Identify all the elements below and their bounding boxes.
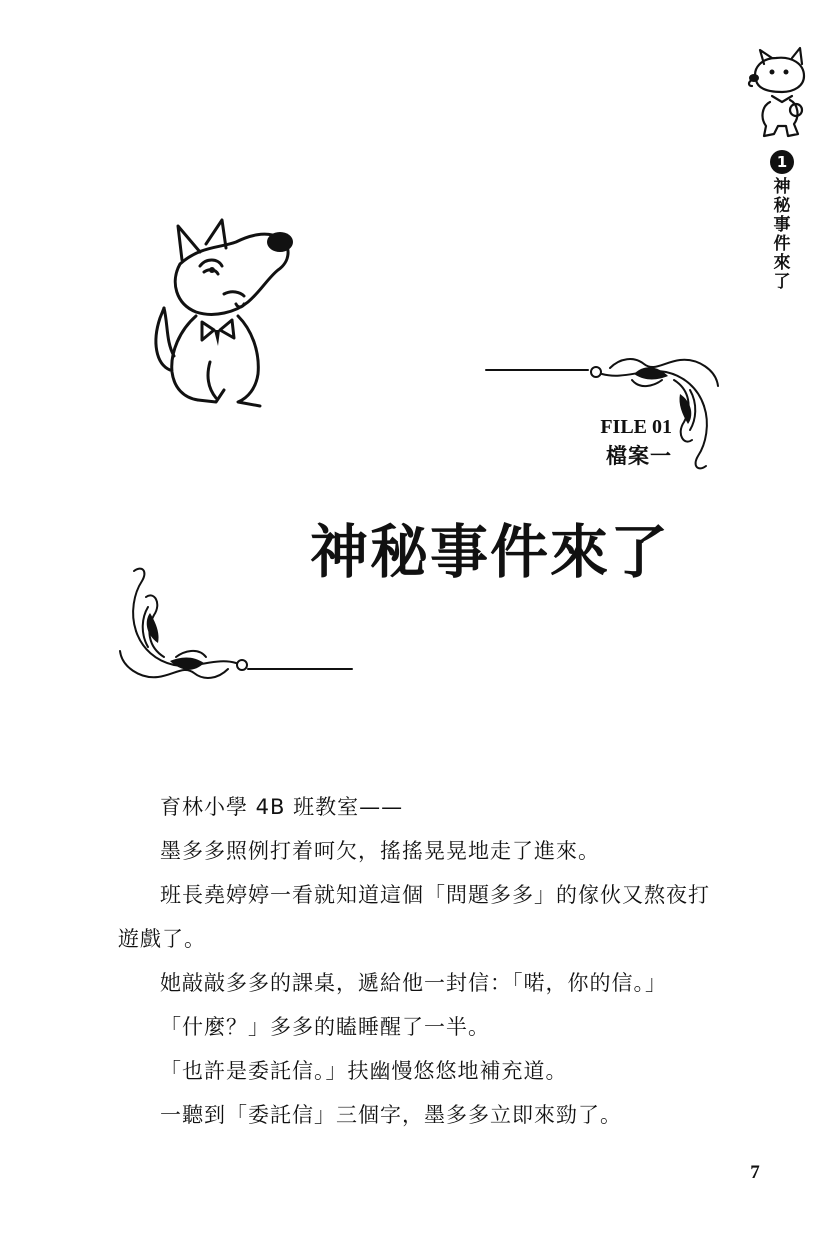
paragraph: 一聽到「委託信」三個字，墨多多立即來勁了。 xyxy=(160,1103,622,1127)
file-label-chinese: 檔案一 xyxy=(606,444,672,468)
side-title-char: 事 xyxy=(773,215,791,235)
paragraph: 「也許是委託信。」扶幽慢悠悠地補充道。 xyxy=(160,1059,568,1083)
paragraph: 育林小學 4B 班教室—— xyxy=(160,795,404,819)
paragraph: 班長堯婷婷一看就知道這個「問題多多」的傢伙又熬夜打遊戲了。 xyxy=(118,883,710,951)
dog-illustration xyxy=(140,212,300,412)
paragraph: 「什麼？」多多的瞌睡醒了一半。 xyxy=(160,1015,490,1039)
side-title-char: 了 xyxy=(773,272,791,292)
side-chapter-title xyxy=(770,178,794,292)
side-title-char: 秘 xyxy=(773,196,791,216)
paragraph: 墨多多照例打着呵欠，搖搖晃晃地走了進來。 xyxy=(160,839,600,863)
flourish-ornament-bottom xyxy=(112,565,357,680)
body-text xyxy=(118,785,726,1137)
dog-mascot-icon xyxy=(742,44,812,140)
chapter-title: 神秘事件來了 xyxy=(309,518,670,586)
file-label: FILE 01 xyxy=(600,416,672,438)
page-number: 7 xyxy=(750,1162,760,1183)
side-title-char: 件 xyxy=(773,234,791,254)
side-title-char: 神 xyxy=(773,177,791,197)
paragraph: 她敲敲多多的課桌，遞給他一封信：「喏，你的信。」 xyxy=(160,971,667,995)
side-title-char: 來 xyxy=(773,253,791,273)
chapter-number-badge: 1 xyxy=(770,150,794,174)
